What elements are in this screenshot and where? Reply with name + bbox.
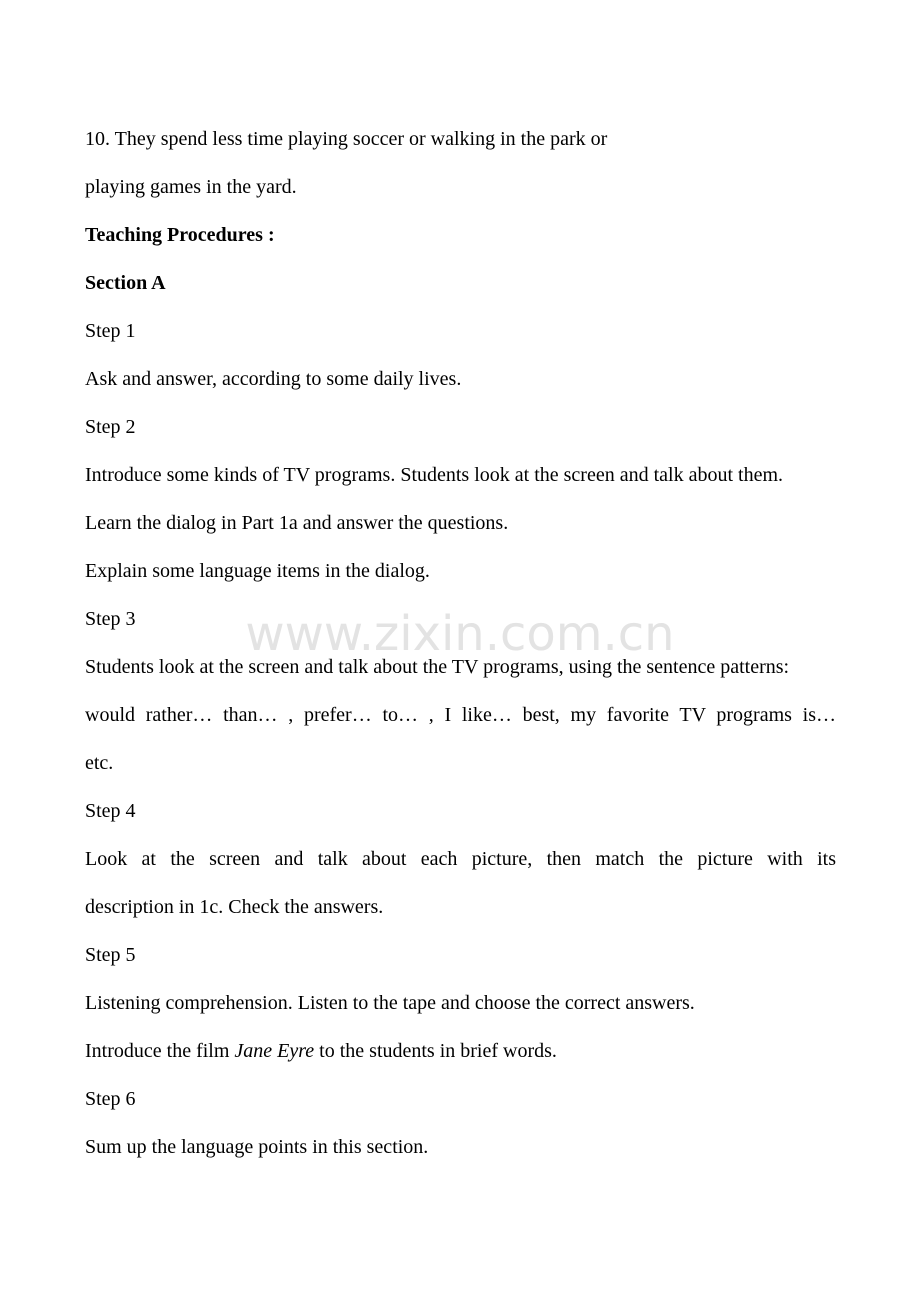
step-5-text-2-after: to the students in brief words. (314, 1040, 557, 1062)
step-2-text-1: Introduce some kinds of TV programs. Students look at the screen and talk about them. (85, 464, 784, 486)
step-2-text-3: Explain some language items in the dialog. (85, 560, 430, 582)
step-5-text-1: Listening comprehension. Listen to the tape and choose the correct answers. (85, 992, 695, 1014)
step-4-label: Step 4 (85, 800, 136, 822)
step-5-text-2 (85, 1039, 557, 1063)
section-heading: Section A (85, 272, 166, 294)
step-3-text-1: Students look at the screen and talk about the TV programs, using the sentence patterns: (85, 656, 790, 678)
step-6-text: Sum up the language points in this section. (85, 1136, 429, 1158)
list-item-10-line-1: 10. They spend less time playing soccer or walking in the park or (85, 128, 608, 150)
list-item-10-line-2: playing games in the yard. (85, 176, 297, 198)
step-4-text-1: Look at the screen and talk about each picture, then match the picture with its (85, 848, 836, 870)
film-title: Jane Eyre (234, 1040, 315, 1062)
step-2-text-2: Learn the dialog in Part 1a and answer the questions. (85, 512, 509, 534)
step-5-label: Step 5 (85, 944, 136, 966)
step-3-label: Step 3 (85, 608, 136, 630)
step-1-label: Step 1 (85, 320, 136, 342)
step-2-label: Step 2 (85, 416, 136, 438)
heading-teaching-procedures: Teaching Procedures : (85, 224, 275, 246)
step-6-label: Step 6 (85, 1088, 136, 1110)
step-5-text-2-before: Introduce the film (85, 1040, 235, 1062)
step-1-text: Ask and answer, according to some daily lives. (85, 368, 462, 390)
step-4-text-2: description in 1c. Check the answers. (85, 896, 384, 918)
watermark: www.zixin.com.cn (245, 606, 675, 662)
step-3-text-2: would rather… than… , prefer… to… , I like… best, my favorite TV programs is… (85, 704, 836, 726)
step-3-text-3: etc. (85, 752, 114, 774)
